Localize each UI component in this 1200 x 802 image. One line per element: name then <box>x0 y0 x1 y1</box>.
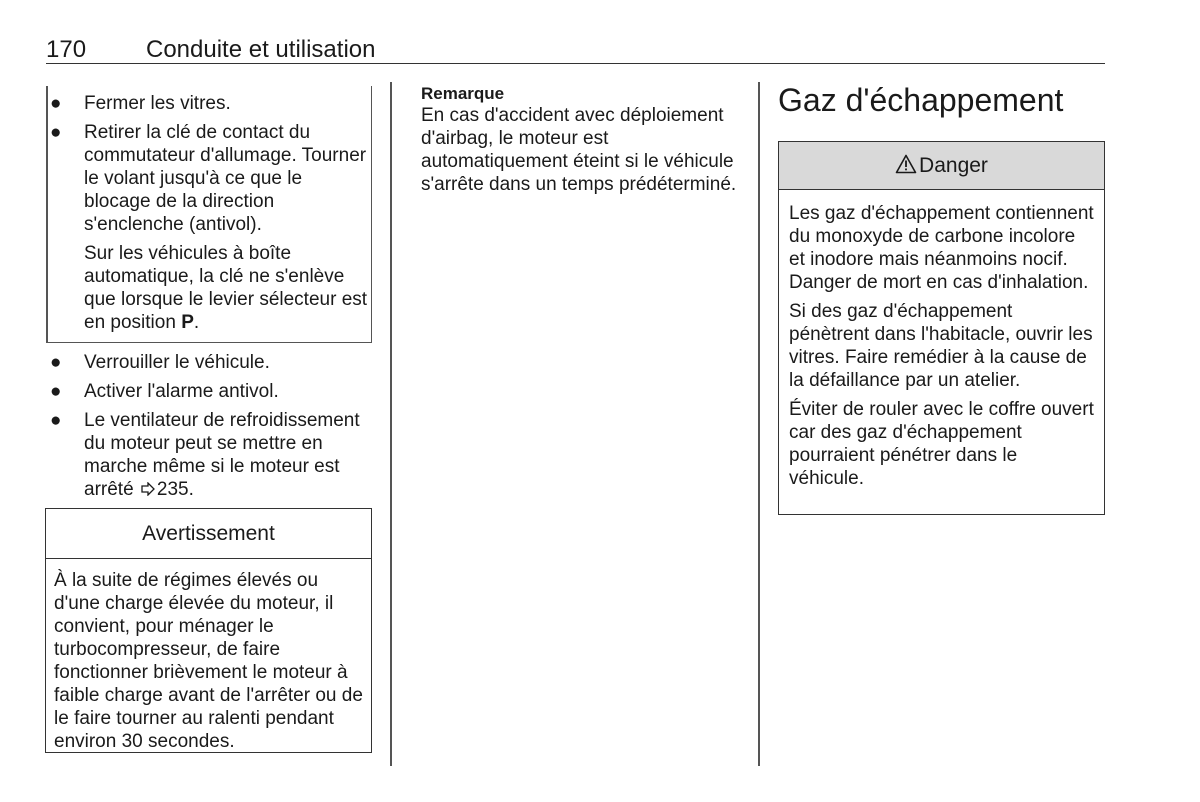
gear-position-label: P <box>181 312 194 333</box>
note-title: Remarque <box>421 84 505 103</box>
sub-paragraph-end: . <box>193 312 200 333</box>
instruction-list-b <box>46 351 376 507</box>
page-header <box>46 34 1105 64</box>
instruction-list-a <box>46 92 372 334</box>
page-reference-number[interactable]: 235 <box>156 479 189 500</box>
column-divider-left <box>390 82 392 766</box>
page-reference-arrow-icon[interactable] <box>141 482 155 496</box>
list-item <box>46 351 376 374</box>
warning-body: À la suite de régimes élevés ou d'une charge élevée du moteur, il convient, pour ménager le turbocompresseur, de faire fonctionner brièvement le moteur à faible charge avant de l'arrêter ou de le faire tourner au ralenti pendant environ 30 secondes. <box>54 570 363 752</box>
framed-instruction-block <box>46 86 372 343</box>
danger-paragraph: Si des gaz d'échappement pénètrent dans l'habitacle, ouvrir les vitres. Faire remédier à la cause de la défaillance par un atelier. <box>789 301 1093 391</box>
danger-paragraph: Les gaz d'échappement contiennent du monoxyde de carbone incolore et inodore mais néanmoins nocif. Danger de mort en cas d'inhalation. <box>789 203 1094 293</box>
page-number: 170 <box>46 36 87 63</box>
chapter-title: Gaz d'échappement <box>778 82 1064 118</box>
note-block <box>421 84 751 196</box>
bullet-dot: ● <box>50 93 62 114</box>
danger-header <box>779 142 1104 190</box>
warning-box <box>45 508 372 753</box>
danger-body <box>779 190 1104 490</box>
warning-triangle-icon <box>895 154 917 174</box>
list-item <box>46 409 376 501</box>
warning-title: Avertissement <box>46 509 371 559</box>
bullet-dot: ● <box>50 352 62 373</box>
bullet-dot: ● <box>50 381 62 402</box>
list-item-end: . <box>188 479 194 500</box>
list-item-text: Verrouiller le véhicule. <box>84 352 270 373</box>
list-item-text: Activer l'alarme antivol. <box>84 381 279 402</box>
list-item-text: Le ventilateur de refroidissement du moteur peut se mettre en marche même si le moteur est arrêté <box>84 410 360 500</box>
bullet-dot: ● <box>50 122 62 143</box>
list-item <box>46 121 372 236</box>
sub-paragraph <box>46 242 372 334</box>
section-title: Conduite et utilisation <box>146 36 376 63</box>
danger-paragraph: Éviter de rouler avec le coffre ouvert car des gaz d'échappement pourraient pénétrer dans le véhicule. <box>789 399 1094 489</box>
note-body: En cas d'accident avec déploiement d'airbag, le moteur est automatiquement éteint si le véhicule s'arrête dans un temps prédéterminé. <box>421 105 737 195</box>
list-item-text: Fermer les vitres. <box>84 93 231 114</box>
column-divider-right <box>758 82 760 766</box>
list-item <box>46 92 372 115</box>
list-item <box>46 380 376 403</box>
sub-paragraph-text: Sur les véhicules à boîte automatique, la clé ne s'enlève que lorsque le levier sélecteur est en position <box>84 243 368 333</box>
danger-box <box>778 141 1105 515</box>
list-item-text: Retirer la clé de contact du commutateur d'allumage. Tourner le volant jusqu'à ce que le blocage de la direction s'enclenche (antivol). <box>84 122 367 235</box>
bullet-dot: ● <box>50 410 62 431</box>
danger-title: Danger <box>919 154 988 177</box>
